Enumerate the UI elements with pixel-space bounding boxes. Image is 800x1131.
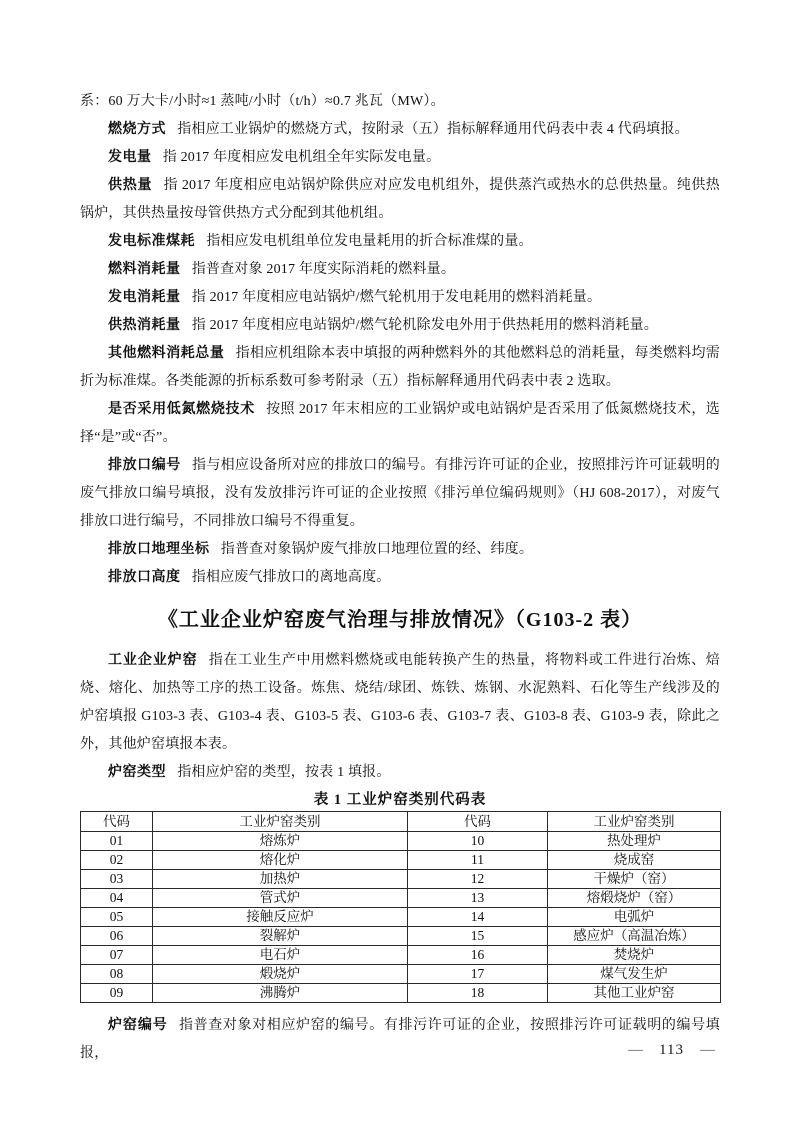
document-page [80, 88, 720, 1068]
table-cell: 06 [81, 927, 153, 946]
table-row [81, 851, 721, 870]
table-cell: 15 [408, 927, 548, 946]
table-cell: 13 [408, 889, 548, 908]
definition-text: 指 2017 年度相应电站锅炉除供应对应发电机组外，提供蒸汽或热水的总供热量。纯供热锅炉，其供热量按母管供热方式分配到其他机组。 [80, 178, 720, 221]
table-cell: 03 [81, 870, 153, 889]
table-header-cell: 代码 [408, 812, 548, 832]
definition-term: 排放口地理坐标 [108, 542, 210, 557]
table-cell: 其他工业炉窑 [548, 984, 721, 1003]
definition-text: 指普查对象 2017 年度实际消耗的燃料量。 [191, 262, 456, 277]
table-row [81, 965, 721, 984]
table-row [81, 908, 721, 927]
definition-paragraph [80, 564, 720, 592]
table-cell: 电弧炉 [548, 908, 721, 927]
table-row [81, 832, 721, 851]
definition-term: 燃料消耗量 [108, 262, 181, 277]
table-cell: 07 [81, 946, 153, 965]
table-cell: 感应炉（高温冶炼） [548, 927, 721, 946]
definition-text: 指相应机组除本表中填报的两种燃料外的其他燃料总的消耗量，每类燃料均需折为标准煤。各类能源的折标系数可参考附录（五）指标解释通用代码表中表 2 选取。 [80, 346, 720, 389]
definition-text: 指相应废气排放口的离地高度。 [191, 570, 391, 585]
table-cell: 电石炉 [153, 946, 408, 965]
table-cell: 裂解炉 [153, 927, 408, 946]
table-cell: 管式炉 [153, 889, 408, 908]
table-cell: 烧成窑 [548, 851, 721, 870]
page-number-left-dash: — [628, 1042, 644, 1058]
table-header-cell: 代码 [81, 812, 153, 832]
section-heading: 《工业企业炉窑废气治理与排放情况》（G103-2 表） [157, 609, 643, 631]
definition-paragraph [80, 116, 720, 144]
table-header-cell: 工业炉窑类别 [153, 812, 408, 832]
table-cell: 16 [408, 946, 548, 965]
table-title: 表 1 工业炉窑类别代码表 [313, 792, 487, 808]
definition-term: 供热量 [108, 178, 153, 193]
table-row [81, 889, 721, 908]
table-cell: 煤气发生炉 [548, 965, 721, 984]
page-number-value: 113 [659, 1042, 684, 1058]
page-number-right-dash: — [700, 1042, 715, 1058]
definition-term: 炉窑类型 [108, 765, 166, 780]
definition-text: 指相应工业锅炉的燃烧方式，按附录（五）指标解释通用代码表中表 4 代码填报。 [177, 122, 689, 137]
definition-paragraph [80, 536, 720, 564]
definition-term: 工业企业炉窑 [108, 653, 198, 668]
definition-text: 按照 2017 年末相应的工业锅炉或电站锅炉是否采用了低氮燃烧技术，选择“是”或“否”。 [80, 402, 720, 445]
table-cell: 17 [408, 965, 548, 984]
table-cell: 接触反应炉 [153, 908, 408, 927]
table-cell: 熔炼炉 [153, 832, 408, 851]
table-row [81, 870, 721, 889]
table-cell: 01 [81, 832, 153, 851]
table-cell: 煅烧炉 [153, 965, 408, 984]
definition-term: 燃烧方式 [108, 122, 166, 137]
definition-text: 指 2017 年度相应电站锅炉/燃气轮机除发电外用于供热耗用的燃料消耗量。 [191, 318, 658, 333]
definition-paragraph [80, 284, 720, 312]
table-cell: 08 [81, 965, 153, 984]
table-cell: 热处理炉 [548, 832, 721, 851]
table-row [81, 927, 721, 946]
definition-text: 指相应发电机组单位发电量耗用的折合标准煤的量。 [206, 234, 533, 249]
definition-text: 指 2017 年度相应发电机组全年实际发电量。 [162, 150, 441, 165]
table-cell: 熔煅烧炉（窑） [548, 889, 721, 908]
definition-paragraph [80, 340, 720, 396]
definition-term: 发电量 [108, 150, 152, 165]
definition-text: 指普查对象对相应炉窑的编号。有排污许可证的企业，按照排污许可证载明的编号填报， [80, 1018, 721, 1061]
table-cell: 加热炉 [153, 870, 408, 889]
definition-paragraph [80, 172, 720, 228]
table-cell: 干燥炉（窑） [548, 870, 721, 889]
table-cell: 10 [408, 832, 548, 851]
definition-paragraph [80, 256, 720, 284]
table-cell: 焚烧炉 [548, 946, 721, 965]
definition-paragraph [80, 452, 720, 536]
definition-term: 供热消耗量 [108, 318, 181, 333]
table-cell: 02 [81, 851, 153, 870]
definition-text: 指与相应设备所对应的排放口的编号。有排污许可证的企业，按照排污许可证载明的废气排放口编号填报，没有发放排污许可证的企业按照《排污单位编码规则》（HJ 608-2017），对废气排放口进行编号，不同排放口编号不得重复。 [80, 458, 720, 529]
table-cell: 05 [81, 908, 153, 927]
definition-text: 指普查对象锅炉废气排放口地理位置的经、纬度。 [220, 542, 534, 557]
definition-term: 排放口编号 [108, 458, 181, 473]
table-row [81, 946, 721, 965]
table-header-cell: 工业炉窑类别 [548, 812, 721, 832]
table-cell: 11 [408, 851, 548, 870]
definition-paragraph [80, 144, 720, 172]
definition-text: 指相应炉窑的类型，按表 1 填报。 [177, 765, 391, 780]
definition-text: 指在工业生产中用燃料燃烧或电能转换产生的热量，将物料或工件进行冶炼、焙烧、熔化、加热等工序的热工设备。炼焦、烧结/球团、炼铁、炼钢、水泥熟料、石化等生产线涉及的炉窑填报 G103-3 表、G103-4 表、G103-5 表、G103-6 表、G103-7 表、G103-8 表、G103-9 表，除此之外，其他炉窑填报本表。 [80, 653, 721, 752]
definition-term: 是否采用低氮燃烧技术 [108, 402, 255, 417]
definition-term: 排放口高度 [108, 570, 181, 585]
table-cell: 09 [81, 984, 153, 1003]
furnace-code-table [80, 811, 721, 1003]
definition-paragraph [80, 396, 720, 452]
definition-paragraph [80, 312, 720, 340]
table-cell: 沸腾炉 [153, 984, 408, 1003]
definition-paragraph [80, 228, 720, 256]
definition-term: 炉窑编号 [108, 1018, 168, 1033]
table-cell: 14 [408, 908, 548, 927]
definition-term: 发电标准煤耗 [108, 234, 195, 249]
definition-paragraph [80, 1012, 720, 1068]
table-cell: 18 [408, 984, 548, 1003]
definition-text: 指 2017 年度相应电站锅炉/燃气轮机用于发电耗用的燃料消耗量。 [191, 290, 602, 305]
table-row [81, 984, 721, 1003]
definition-term: 发电消耗量 [108, 290, 181, 305]
definition-term: 其他燃料消耗总量 [108, 346, 225, 361]
table-cell: 12 [408, 870, 548, 889]
definition-paragraph [80, 759, 720, 787]
page-number [628, 1041, 715, 1059]
table-cell: 04 [81, 889, 153, 908]
table-header-row [81, 812, 721, 832]
definition-paragraph [80, 647, 720, 759]
table-cell: 熔化炉 [153, 851, 408, 870]
continuation-line: 系：60 万大卡/小时≈1 蒸吨/小时（t/h）≈0.7 兆瓦（MW）。 [80, 94, 445, 109]
